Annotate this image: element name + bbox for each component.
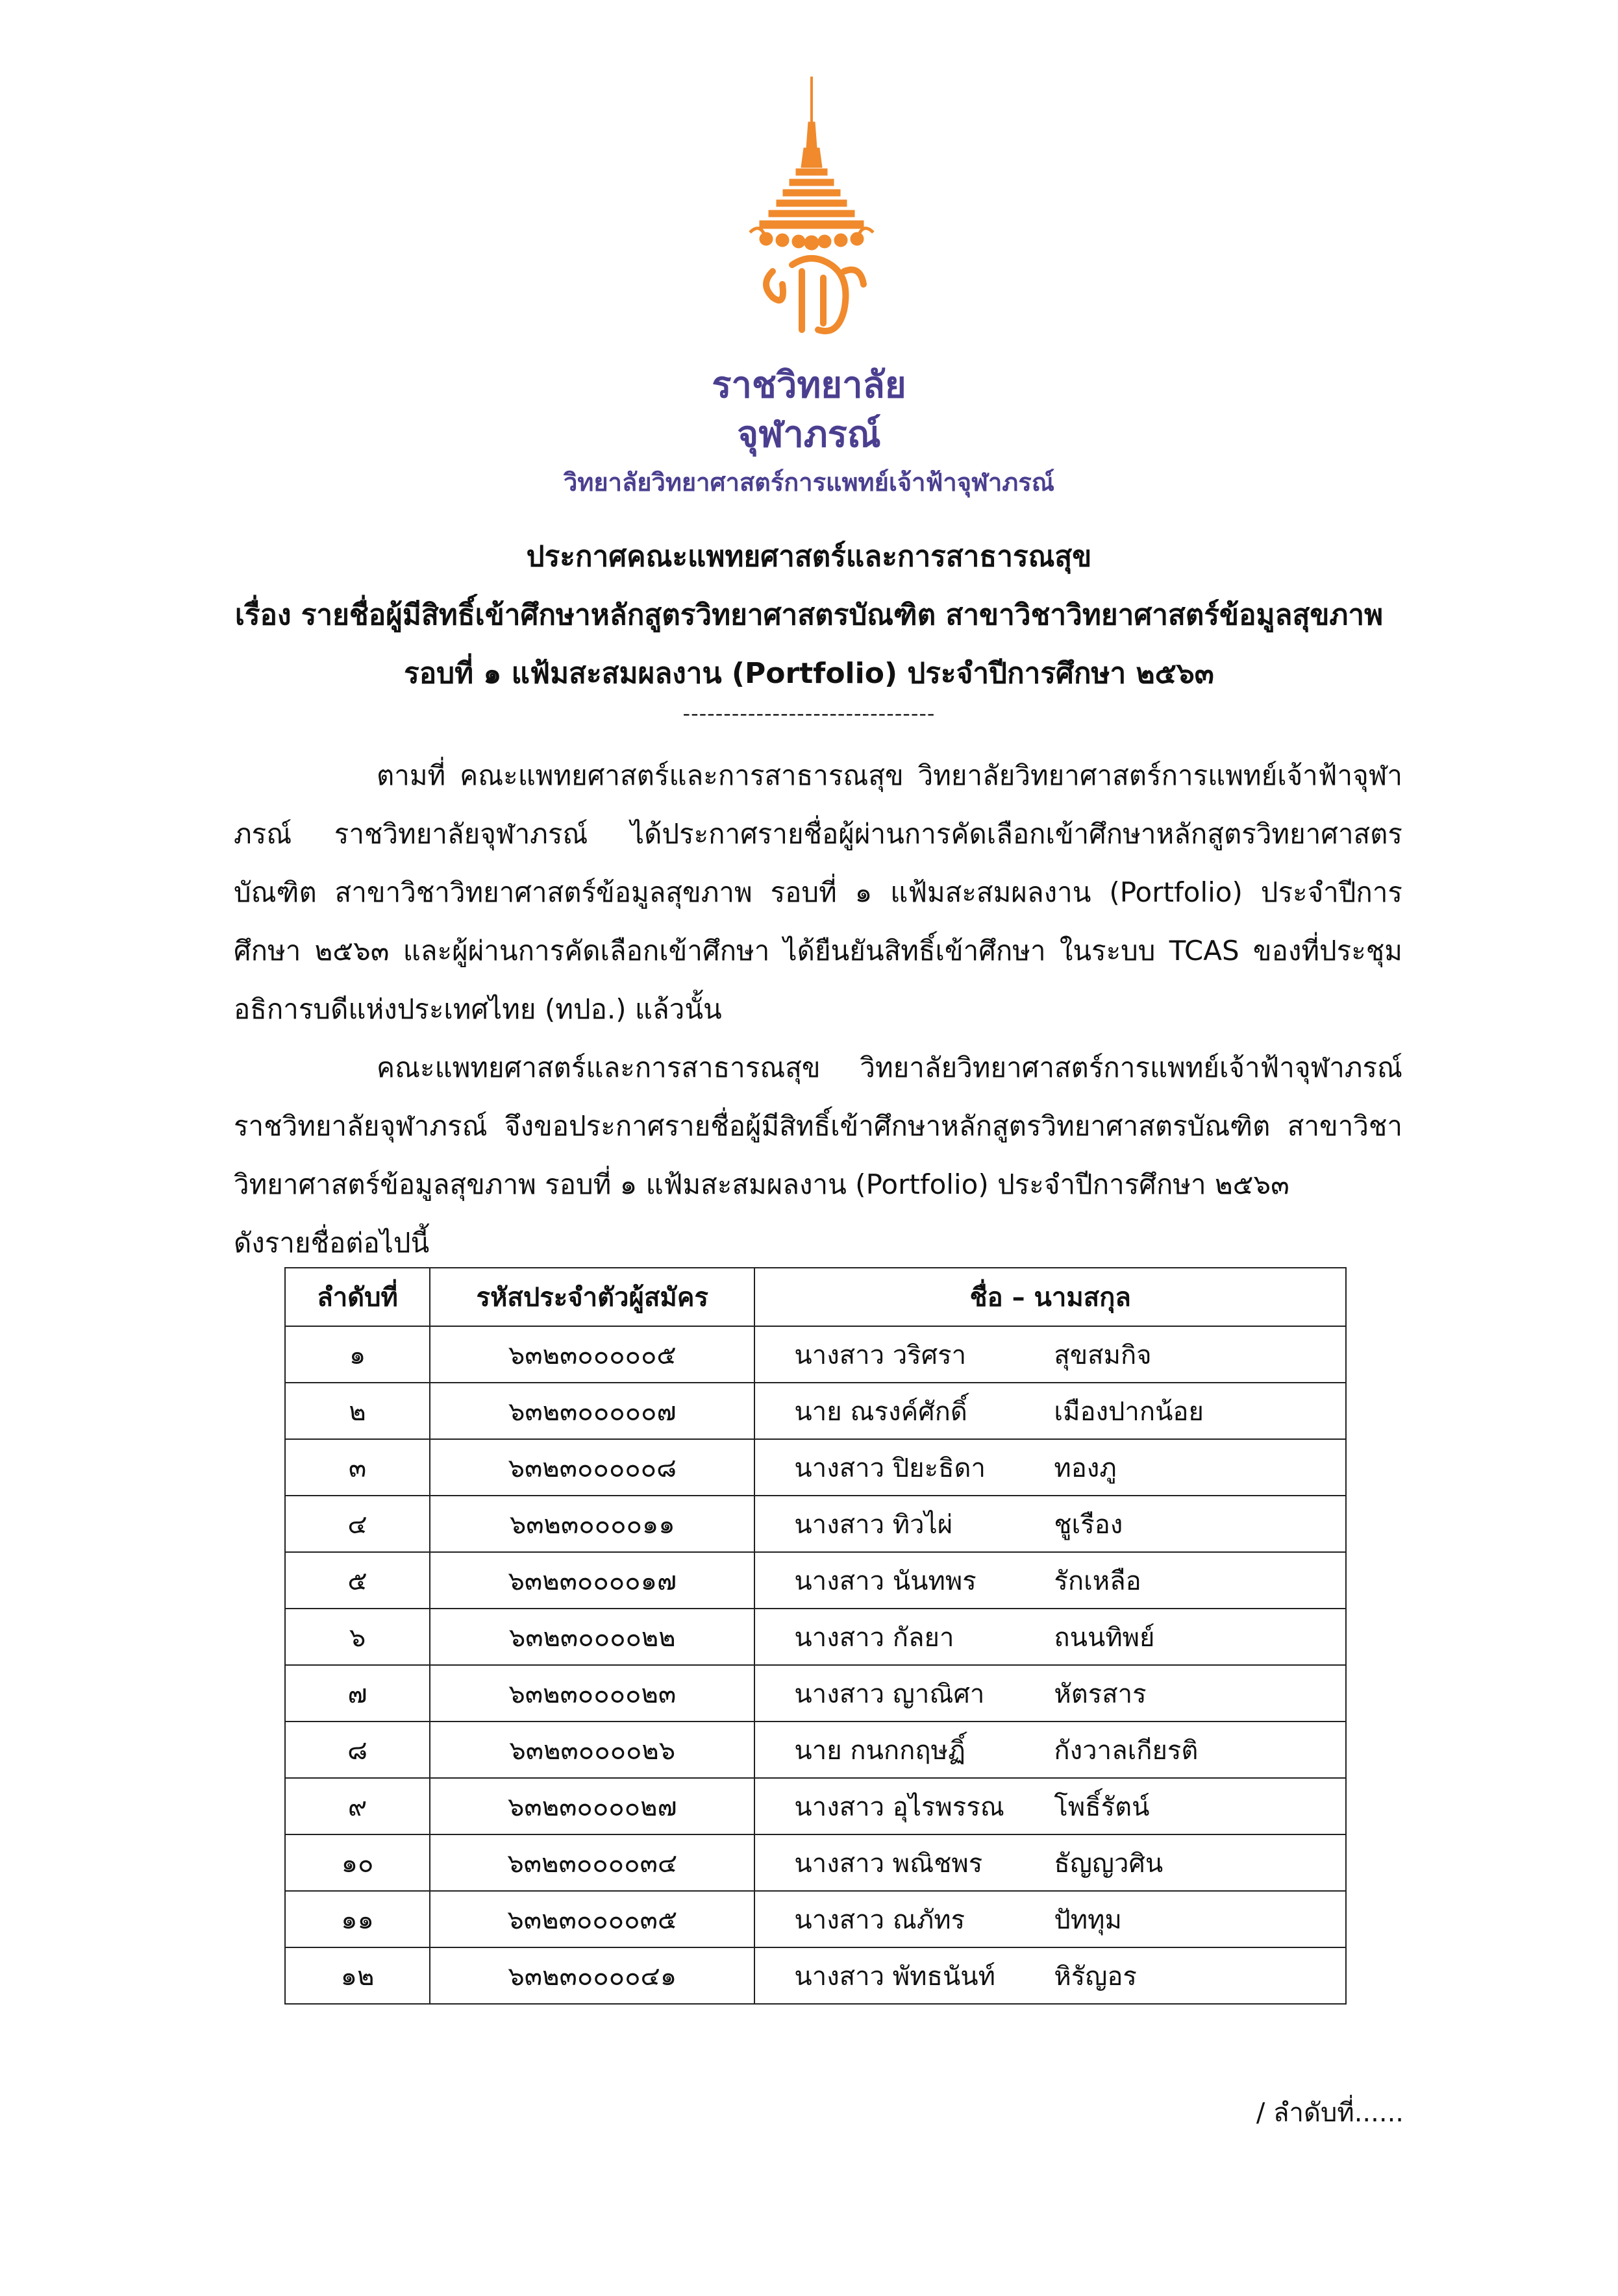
table-row — [285, 1609, 1346, 1665]
row-name — [754, 1665, 1346, 1722]
row-first-name: นางสาว พัทธนันท์ — [794, 1961, 995, 1992]
institution-name-line2: จุฬาภรณ์ — [737, 414, 881, 456]
royal-crown-logo-icon — [747, 77, 877, 349]
row-no: ๑ — [285, 1326, 430, 1383]
row-no: ๓ — [285, 1439, 430, 1496]
row-name — [754, 1834, 1346, 1891]
continuation-note: / ลำดับที่...... — [1256, 2098, 1404, 2128]
row-id: ๖๓๒๓๐๐๐๐๑๗ — [430, 1552, 754, 1609]
row-no: ๑๒ — [285, 1947, 430, 2004]
row-name — [754, 1439, 1346, 1496]
table-row — [285, 1439, 1346, 1496]
row-first-name: นางสาว ปิยะธิดา — [794, 1453, 986, 1483]
row-id: ๖๓๒๓๐๐๐๐๓๕ — [430, 1891, 754, 1947]
table-row — [285, 1665, 1346, 1722]
row-first-name: นางสาว ณภัทร — [794, 1905, 965, 1935]
row-first-name: นางสาว นันทพร — [794, 1566, 977, 1596]
row-name — [754, 1326, 1346, 1383]
row-name — [754, 1496, 1346, 1552]
table-row — [285, 1834, 1346, 1891]
row-name — [754, 1722, 1346, 1778]
row-name — [754, 1552, 1346, 1609]
admission-list-table — [284, 1267, 1347, 2005]
row-first-name: นาย ณรงค์ศักดิ์ — [794, 1396, 967, 1427]
row-id: ๖๓๒๓๐๐๐๐๓๔ — [430, 1834, 754, 1891]
row-name — [754, 1609, 1346, 1665]
announcement-subject: เรื่อง รายชื่อผู้มีสิทธิ์เข้าศึกษาหลักสูตรวิทยาศาสตรบัณฑิต สาขาวิชาวิทยาศาสตร์ข้อมูลสุขภาพ — [234, 599, 1384, 632]
table-row — [285, 1326, 1346, 1383]
row-name — [754, 1947, 1346, 2004]
row-no: ๑๑ — [285, 1891, 430, 1947]
row-last-name: กังวาลเกียรติ — [1054, 1735, 1199, 1766]
table-row — [285, 1383, 1346, 1439]
body-paragraph-3: ดังรายชื่อต่อไปนี้ — [234, 1227, 430, 1259]
header-no: ลำดับที่ — [285, 1268, 430, 1326]
header-name: ชื่อ – นามสกุล — [754, 1268, 1346, 1326]
divider-line: ------------------------------- — [682, 701, 936, 726]
row-last-name: โพธิ์รัตน์ — [1054, 1792, 1150, 1822]
row-name — [754, 1891, 1346, 1947]
row-last-name: หัตรสาร — [1054, 1679, 1147, 1709]
row-id: ๖๓๒๓๐๐๐๐๔๑ — [430, 1947, 754, 2004]
row-id: ๖๓๒๓๐๐๐๐๐๘ — [430, 1439, 754, 1496]
row-last-name: หิรัญอร — [1054, 1961, 1137, 1992]
row-last-name: ถนนทิพย์ — [1054, 1622, 1155, 1653]
row-id: ๖๓๒๓๐๐๐๐๒๖ — [430, 1722, 754, 1778]
row-first-name: นางสาว ทิวไผ่ — [794, 1509, 953, 1540]
row-id: ๖๓๒๓๐๐๐๐๒๓ — [430, 1665, 754, 1722]
row-last-name: รักเหลือ — [1054, 1566, 1141, 1596]
row-no: ๘ — [285, 1722, 430, 1778]
table-row — [285, 1778, 1346, 1834]
row-name — [754, 1778, 1346, 1834]
institution-name-line3: วิทยาลัยวิทยาศาสตร์การแพทย์เจ้าฟ้าจุฬาภรณ์ — [563, 468, 1054, 497]
table-row — [285, 1552, 1346, 1609]
header-id: รหัสประจำตัวผู้สมัคร — [430, 1268, 754, 1326]
institution-name-line1: ราชวิทยาลัย — [712, 364, 906, 406]
row-first-name: นางสาว พณิชพร — [794, 1848, 983, 1879]
row-name — [754, 1383, 1346, 1439]
body-paragraph-2: คณะแพทยศาสตร์และการสาธารณสุข วิทยาลัยวิทยาศาสตร์การแพทย์เจ้าฟ้าจุฬาภรณ์ ราชวิทยาลัยจุฬาภรณ์ จึงขอประกาศรายชื่อผู้มีสิทธิ์เข้าศึกษาหลักสูตรวิทยาศาสตรบัณฑิต สาขาวิชาวิทยาศาสตร์ข้อมูลสุขภาพ รอบที่ ๑ แฟ้มสะสมผลงาน (Portfolio) ประจำปีการศึกษา ๒๕๖๓ — [234, 1052, 1402, 1200]
row-no: ๗ — [285, 1665, 430, 1722]
table-row — [285, 1947, 1346, 2004]
row-no: ๕ — [285, 1552, 430, 1609]
row-last-name: เมืองปากน้อย — [1054, 1396, 1204, 1427]
announcement-title: ประกาศคณะแพทยศาสตร์และการสาธารณสุข — [526, 540, 1092, 573]
row-last-name: ทองภู — [1054, 1453, 1117, 1483]
table-header-row — [285, 1268, 1346, 1326]
row-id: ๖๓๒๓๐๐๐๐๒๒ — [430, 1609, 754, 1665]
body-paragraph-1: ตามที่ คณะแพทยศาสตร์และการสาธารณสุข วิทยาลัยวิทยาศาสตร์การแพทย์เจ้าฟ้าจุฬาภรณ์ ราชวิทยาลัยจุฬาภรณ์ ได้ประกาศรายชื่อผู้ผ่านการคัดเลือกเข้าศึกษาหลักสูตรวิทยาศาสตรบัณฑิต สาขาวิชาวิทยาศาสตร์ข้อมูลสุขภาพ รอบที่ ๑ แฟ้มสะสมผลงาน (Portfolio) ประจำปีการศึกษา ๒๕๖๓ และผู้ผ่านการคัดเลือกเข้าศึกษา ได้ยืนยันสิทธิ์เข้าศึกษา ในระบบ TCAS ของที่ประชุมอธิการบดีแห่งประเทศไทย (ทปอ.) แล้วนั้น — [234, 759, 1402, 1025]
row-last-name: ปัททุม — [1054, 1905, 1122, 1935]
row-first-name: นาย กนกกฤษฏิ์ — [794, 1735, 965, 1766]
announcement-round: รอบที่ ๑ แฟ้มสะสมผลงาน (Portfolio) ประจำปีการศึกษา ๒๕๖๓ — [404, 657, 1214, 690]
row-no: ๔ — [285, 1496, 430, 1552]
table-row — [285, 1496, 1346, 1552]
row-no: ๑๐ — [285, 1834, 430, 1891]
row-first-name: นางสาว ญาณิศา — [794, 1679, 985, 1709]
row-last-name: ชูเรือง — [1054, 1509, 1123, 1540]
row-id: ๖๓๒๓๐๐๐๐๑๑ — [430, 1496, 754, 1552]
row-first-name: นางสาว อุไรพรรณ — [794, 1792, 1004, 1822]
row-first-name: นางสาว กัลยา — [794, 1622, 954, 1653]
row-id: ๖๓๒๓๐๐๐๐๐๗ — [430, 1383, 754, 1439]
row-id: ๖๓๒๓๐๐๐๐๒๗ — [430, 1778, 754, 1834]
row-no: ๙ — [285, 1778, 430, 1834]
table-row — [285, 1722, 1346, 1778]
row-id: ๖๓๒๓๐๐๐๐๐๕ — [430, 1326, 754, 1383]
row-no: ๒ — [285, 1383, 430, 1439]
row-last-name: สุขสมกิจ — [1054, 1340, 1152, 1370]
table-row — [285, 1891, 1346, 1947]
row-last-name: ธัญญวศิน — [1054, 1848, 1164, 1879]
row-first-name: นางสาว วริศรา — [794, 1340, 967, 1370]
row-no: ๖ — [285, 1609, 430, 1665]
